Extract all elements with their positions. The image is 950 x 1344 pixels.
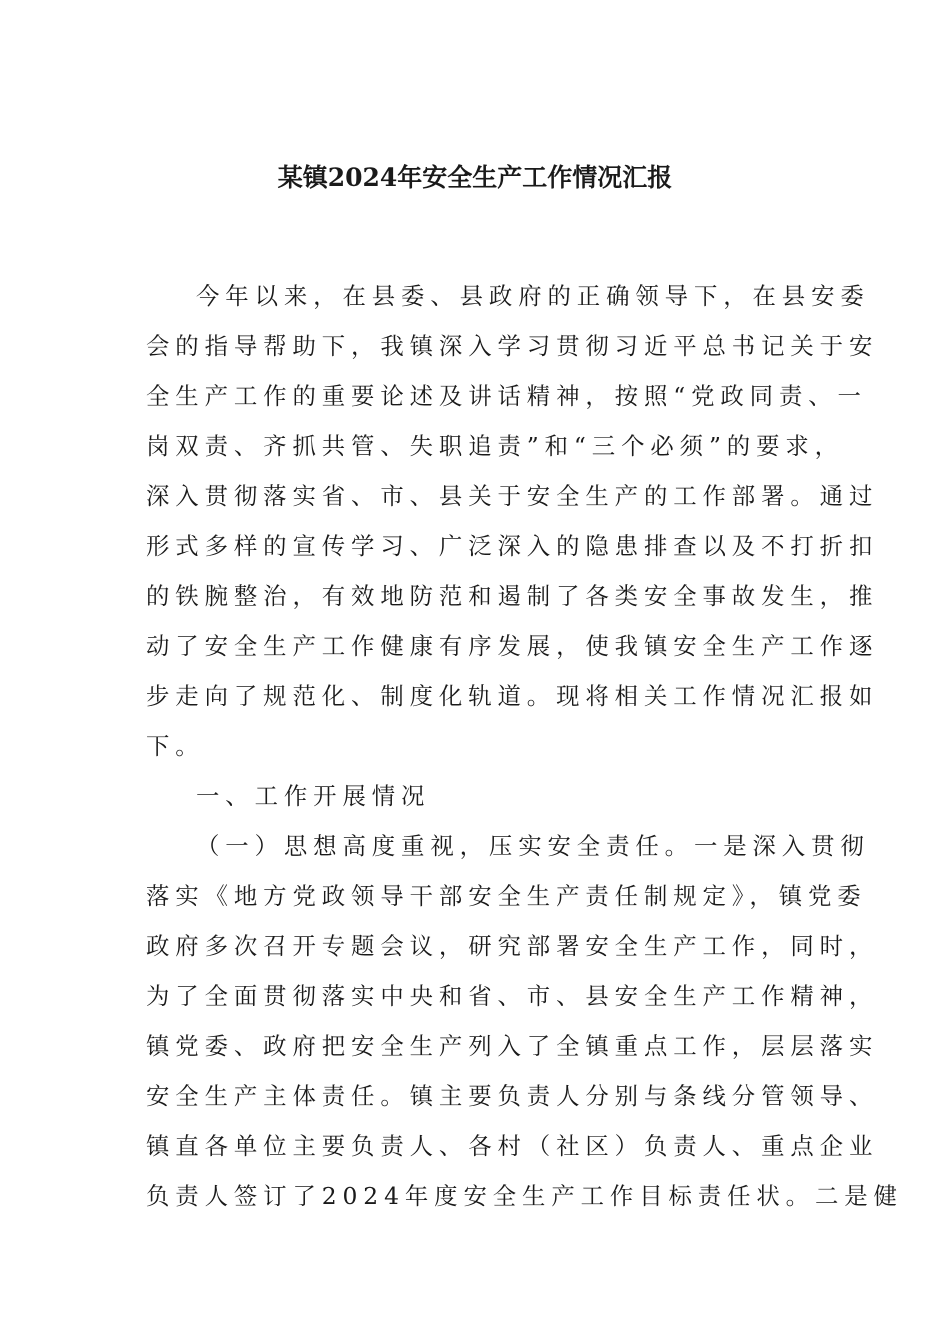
paragraph-line: 负责人签订了2024年度安全生产工作目标责任状。二是健 xyxy=(146,1182,903,1210)
paragraph-line: 为了全面贯彻落实中央和省、市、县安全生产工作精神， xyxy=(146,982,879,1010)
paragraph-line: 会的指导帮助下，我镇深入学习贯彻习近平总书记关于安 xyxy=(146,332,879,360)
paragraph-line: 的铁腕整治，有效地防范和遏制了各类安全事故发生，推 xyxy=(146,582,879,610)
paragraph-line: 今年以来，在县委、县政府的正确领导下，在县安委 xyxy=(196,282,870,310)
document-body xyxy=(146,271,903,1221)
document-title: 某镇2024年安全生产工作情况汇报 xyxy=(277,163,673,192)
paragraph-line: 落实《地方党政领导干部安全生产责任制规定》，镇党委 xyxy=(146,882,867,910)
paragraph-line: 形式多样的宣传学习、广泛深入的隐患排查以及不打折扣 xyxy=(146,532,879,560)
section-heading: 一、工作开展情况 xyxy=(196,782,431,810)
paragraph-line: 安全生产主体责任。镇主要负责人分别与条线分管领导、 xyxy=(146,1082,879,1110)
paragraph-line: 镇直各单位主要负责人、各村（社区）负责人、重点企业 xyxy=(146,1132,879,1160)
paragraph-line: 政府多次召开专题会议，研究部署安全生产工作，同时， xyxy=(146,932,879,960)
paragraph-line: 岗双责、齐抓共管、失职追责”和“三个必须”的要求， xyxy=(146,432,844,460)
paragraph-line: 全生产工作的重要论述及讲话精神，按照“党政同责、一 xyxy=(146,382,867,410)
paragraph-line: 镇党委、政府把安全生产列入了全镇重点工作，层层落实 xyxy=(146,1032,879,1060)
paragraph-line: 下。 xyxy=(146,732,205,760)
paragraph-line: 动了安全生产工作健康有序发展，使我镇安全生产工作逐 xyxy=(146,632,879,660)
paragraph-line: （一）思想高度重视，压实安全责任。一是深入贯彻 xyxy=(196,832,870,860)
paragraph-line: 步走向了规范化、制度化轨道。现将相关工作情况汇报如 xyxy=(146,682,879,710)
paragraph-line: 深入贯彻落实省、市、县关于安全生产的工作部署。通过 xyxy=(146,482,879,510)
